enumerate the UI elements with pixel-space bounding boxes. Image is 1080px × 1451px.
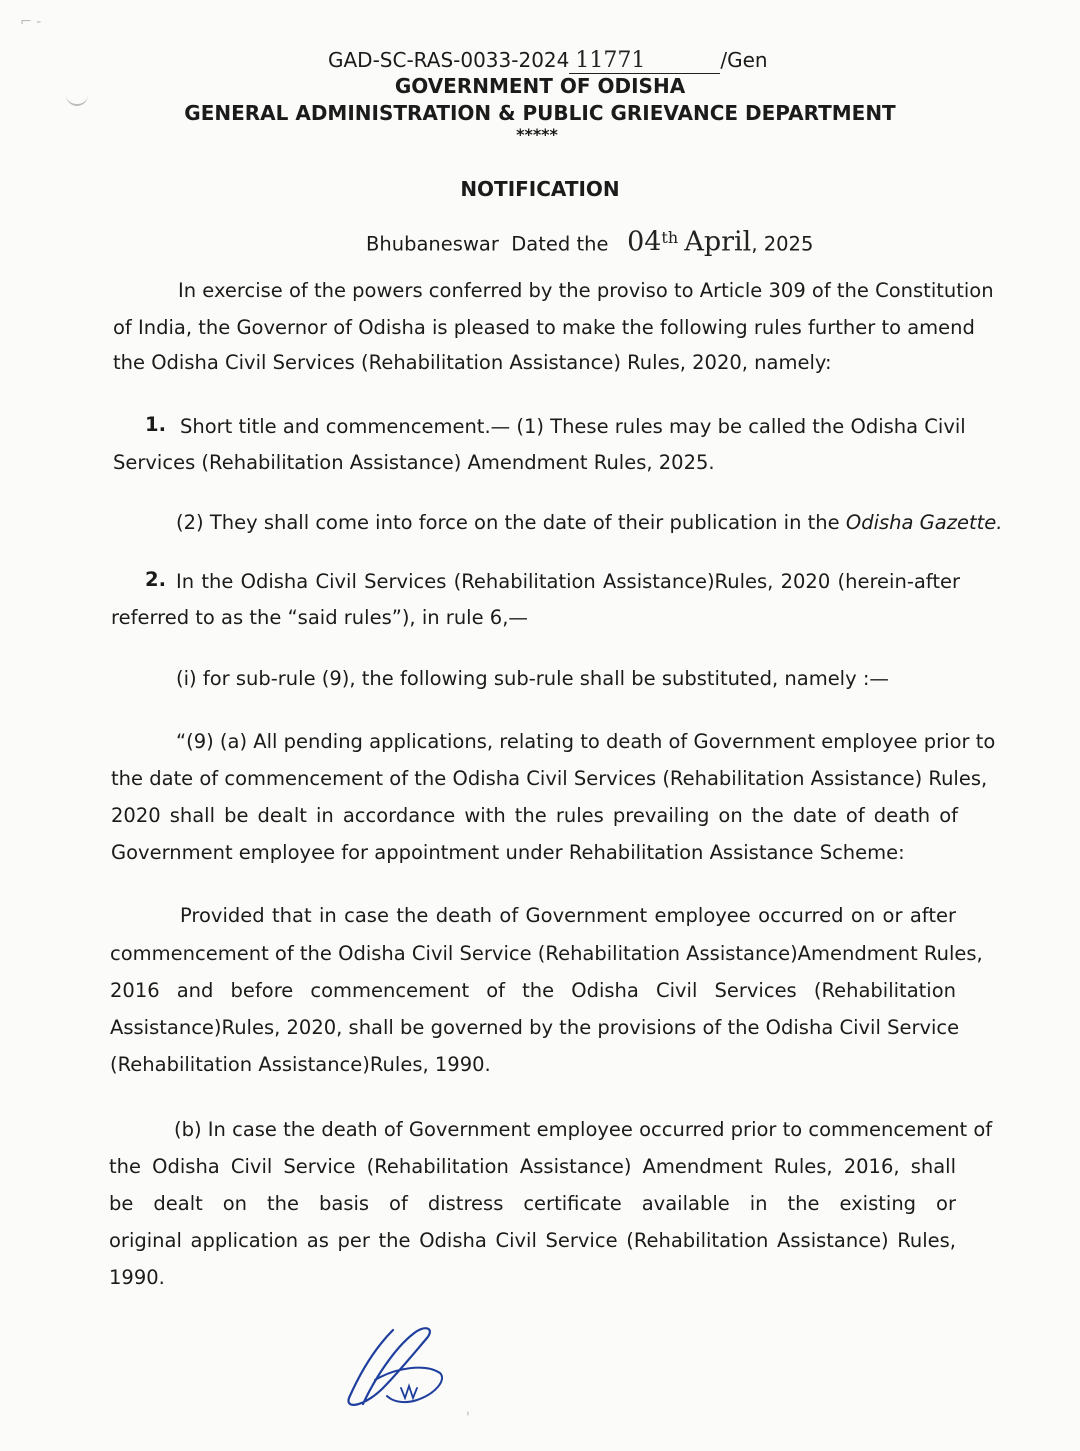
proviso-line: Provided that in case the death of Government employee occurred on or after [180,904,956,927]
sub-rule-9a-line: Government employee for appointment under Rehabilitation Assistance Scheme: [111,841,905,864]
sub-rule-9a-line: “(9) (a) All pending applications, relating to death of Government employee prior to [176,730,996,753]
file-number-handwritten: 11771 [569,49,720,74]
heading-stars: ***** [516,125,558,144]
sub-rule-9a-line: 2020 shall be dealt in accordance with the rules prevailing on the date of death of [111,804,958,827]
signature [335,1318,455,1418]
proviso-line: (Rehabilitation Assistance)Rules, 1990. [110,1053,491,1076]
dateline-dated: Dated the [511,232,609,256]
proviso-line: commencement of the Odisha Civil Service (Rehabilitation Assistance)Amendment Rules, [110,942,983,965]
rule-2-line: referred to as the “said rules”), in rule 6,— [111,606,528,629]
rule-1-subrule-2-text: (2) They shall come into force on the date of their publication in the [176,511,840,534]
preamble-line: of India, the Governor of Odisha is pleased to make the following rules further to amend [113,316,975,339]
dateline-month: April [684,226,752,258]
scan-speck: ⌐ ‐ [20,14,42,30]
rule-2-line: In the Odisha Civil Services (Rehabilitation Assistance)Rules, 2020 (herein-after [176,570,960,593]
sub-rule-9b-line: 1990. [109,1266,165,1289]
rule-2-number: 2. [145,568,166,591]
odisha-gazette-text: Odisha Gazette. [845,511,1003,534]
proviso-line: 2016 and before commencement of the Odisha Civil Services (Rehabilitation [110,979,956,1002]
sub-rule-9b-line: (b) In case the death of Government employee occurred prior to commencement of [174,1118,993,1141]
sub-rule-9b-line: the Odisha Civil Service (Rehabilitation Assistance) Amendment Rules, 2016, shall [109,1155,956,1178]
preamble-line: the Odisha Civil Services (Rehabilitation Assistance) Rules, 2020, namely: [113,351,832,374]
rule-1-line: Services (Rehabilitation Assistance) Amendment Rules, 2025. [113,451,715,474]
rule-1-line: Short title and commencement.— (1) These rules may be called the Odisha Civil [180,415,966,438]
dateline-day: 04 [627,226,662,258]
rule-1-subrule-2 [176,511,1002,535]
file-number [328,48,768,74]
proviso-line: Assistance)Rules, 2020, shall be governed by the provisions of the Odisha Civil Service [110,1016,960,1039]
dateline-place: Bhubaneswar [366,232,499,256]
department-heading: GENERAL ADMINISTRATION & PUBLIC GRIEVANCE DEPARTMENT [184,101,896,125]
scan-speck: ' [466,1410,470,1426]
sub-rule-9a-line: the date of commencement of the Odisha Civil Services (Rehabilitation Assistance) Rules, [111,767,988,790]
dateline-year: , 2025 [751,232,814,256]
dateline-day-suffix: th [661,228,679,247]
rule-2-sub-i: (i) for sub-rule (9), the following sub-rule shall be substituted, namely :— [176,667,889,690]
preamble-line: In exercise of the powers conferred by the proviso to Article 309 of the Constitution [178,279,994,302]
sub-rule-9b-line: be dealt on the basis of distress certificate available in the existing or [109,1192,956,1215]
rule-1-number: 1. [145,413,166,436]
government-heading: GOVERNMENT OF ODISHA [394,74,686,98]
notification-title: NOTIFICATION [460,177,620,201]
file-number-prefix: GAD-SC-RAS-0033-2024 [328,48,570,72]
file-number-suffix: /Gen [720,48,768,72]
dateline [366,226,813,257]
sub-rule-9b-line: original application as per the Odisha Civil Service (Rehabilitation Assistance) Rules, [109,1229,956,1252]
